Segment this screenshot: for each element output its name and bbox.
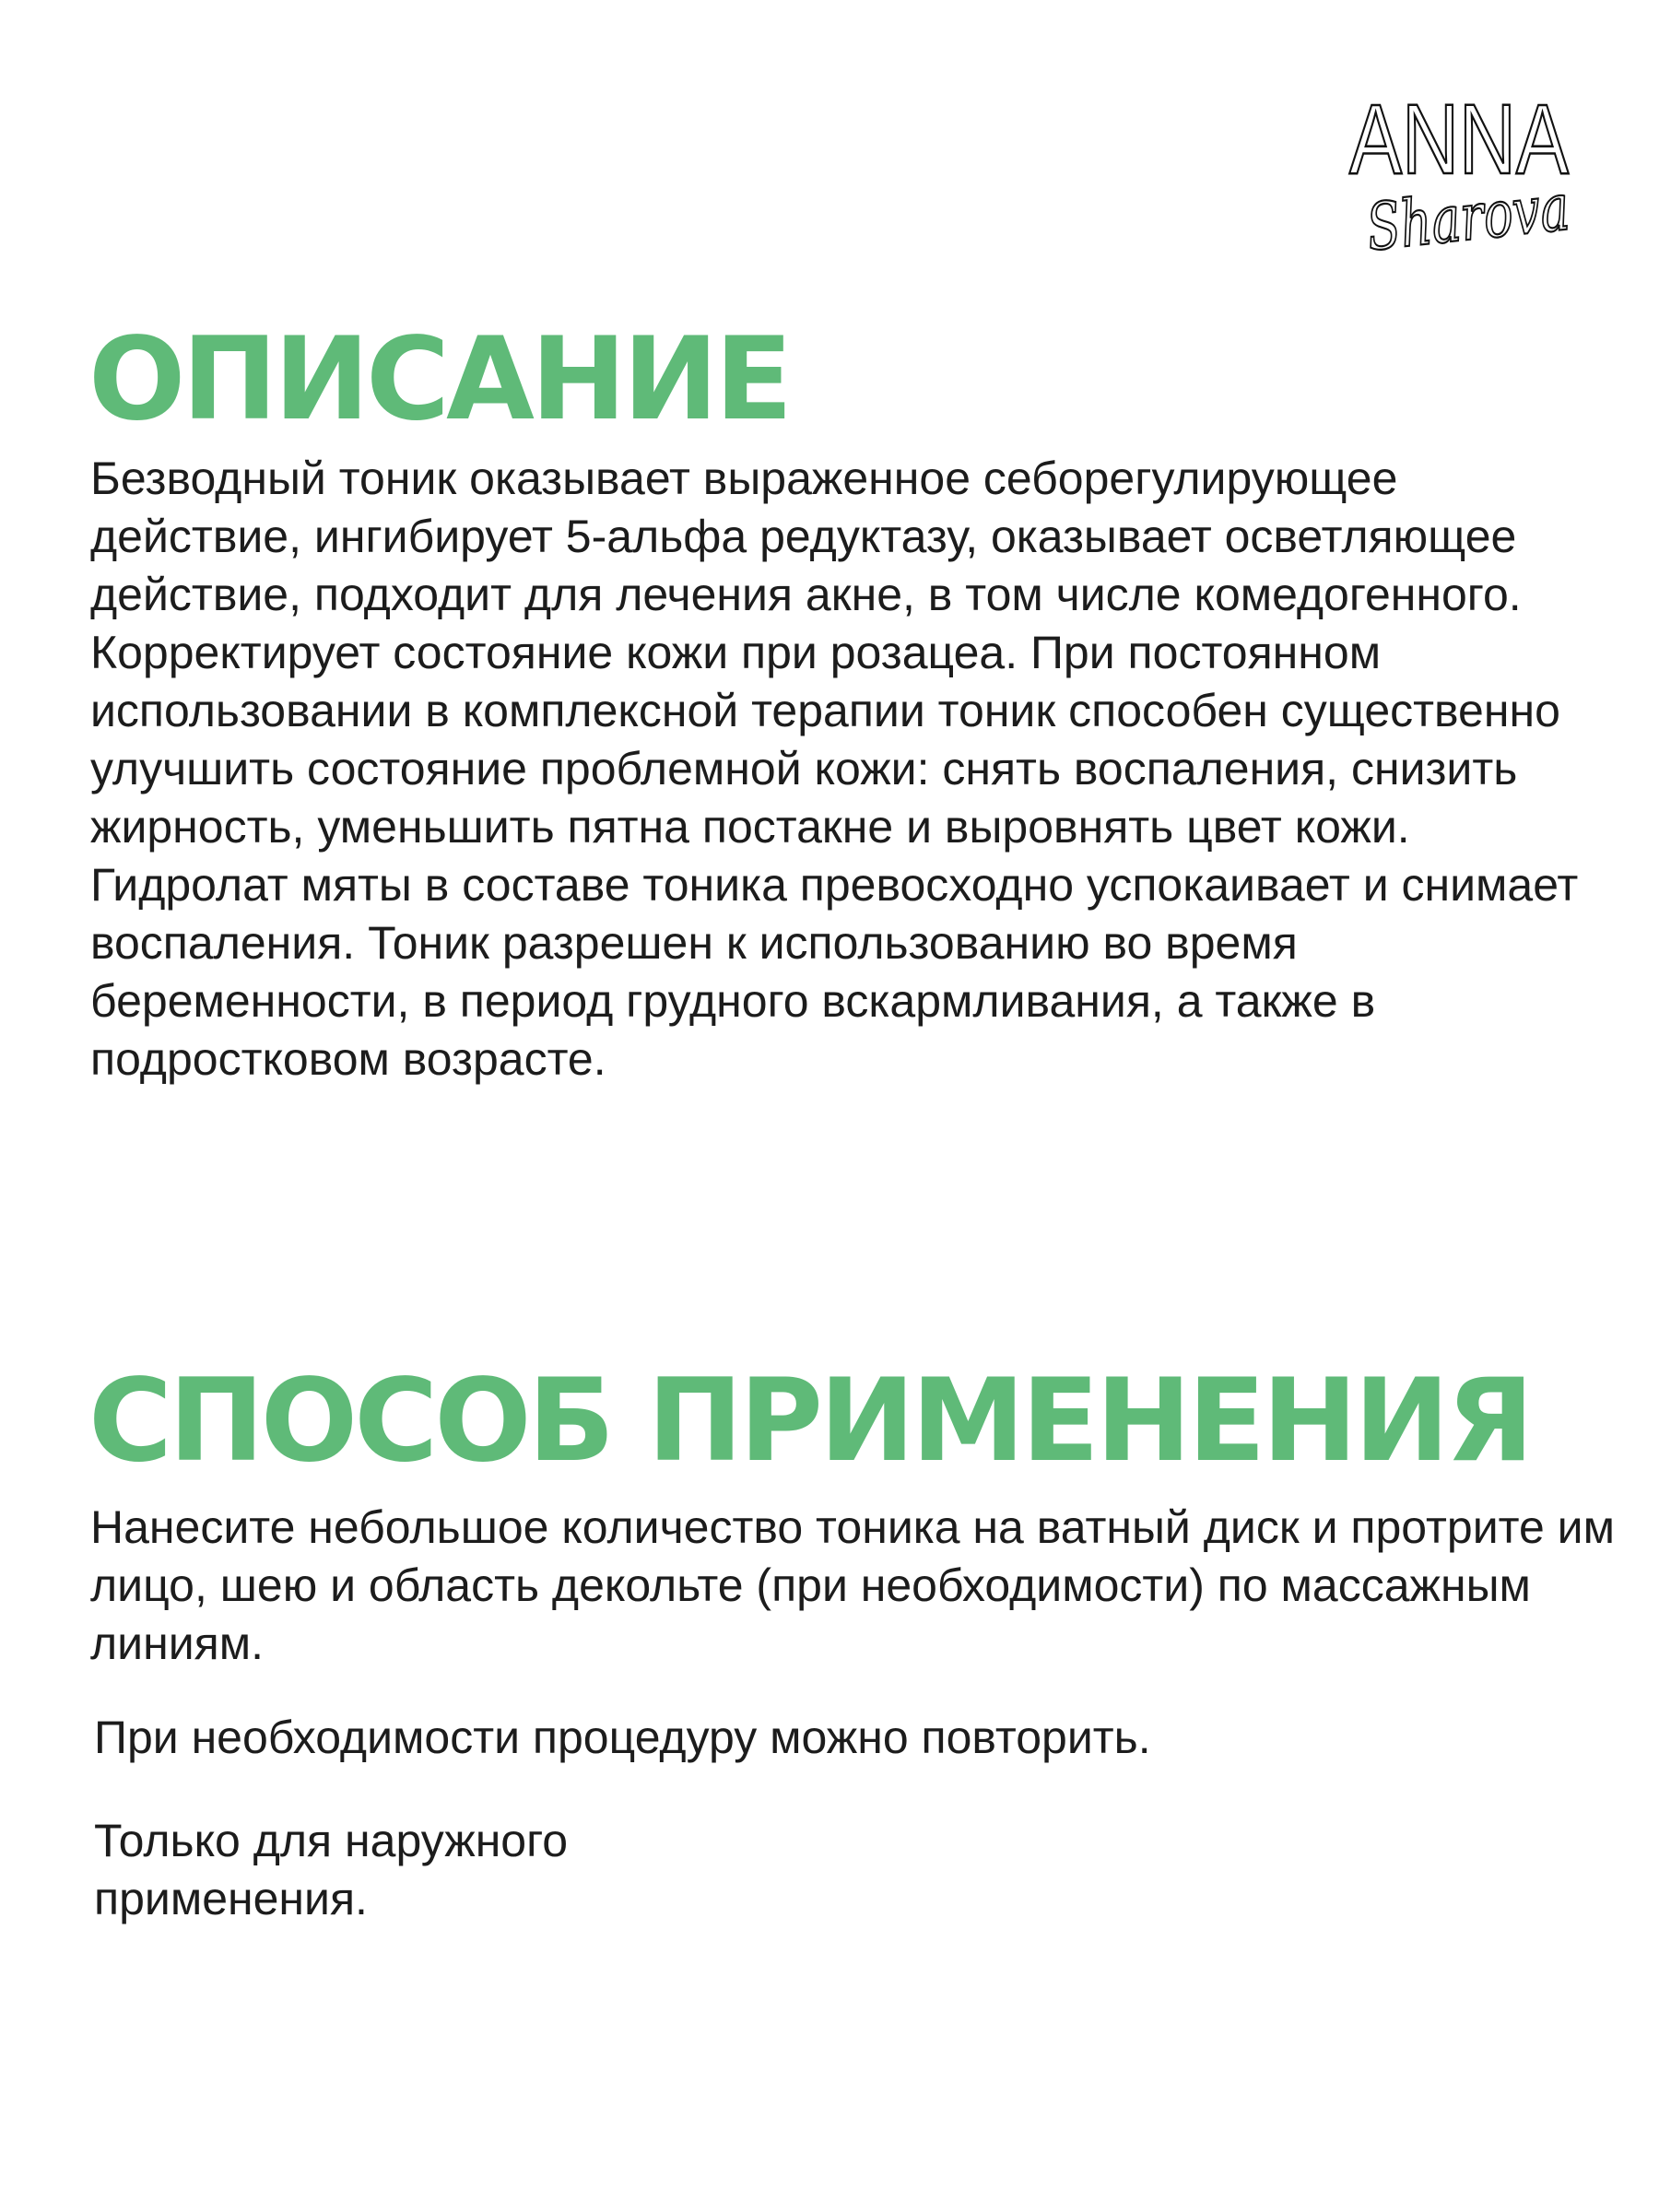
description-text: Безводный тоник оказывает выраженное себорегулирующее действие, ингибирует 5-альфа редуктазу, оказывает осветляющее действие, подходит для лечения акне, в том числе комедогенного. Корректирует состояние кожи при розацеа. При постоянном использовании в комплексной терапии тоник способен существенно улучшить состояние проблемной кожи: снять воспаления, снизить жирность, уменьшить пятна постакне и выровнять цвет кожи. Гидролат мяты в составе тоника превосходно успокаивает и снимает воспаления. Тоник разрешен к использованию во время беременности, в период грудного вскармливания, а также в подростковом возрасте. [90, 453, 1579, 1085]
repeat-note: При необходимости процедуру можно повторить. [94, 1712, 1151, 1763]
logo-text-sharova: Sharova [1363, 162, 1639, 266]
brand-logo [1347, 81, 1639, 266]
logo-text-anna: ANNA [1349, 83, 1569, 194]
description-heading: ОПИСАНИЕ [88, 313, 790, 446]
usage-text: Нанесите небольшое количество тоника на ватный диск и протрите им лицо, шею и область декольте (при необходимости) по массажным линиям. [90, 1501, 1615, 1669]
usage-heading: СПОСОБ ПРИМЕНЕНИЯ [88, 1355, 1531, 1488]
external-use-note: Только для наружного применения. [94, 1815, 569, 1924]
